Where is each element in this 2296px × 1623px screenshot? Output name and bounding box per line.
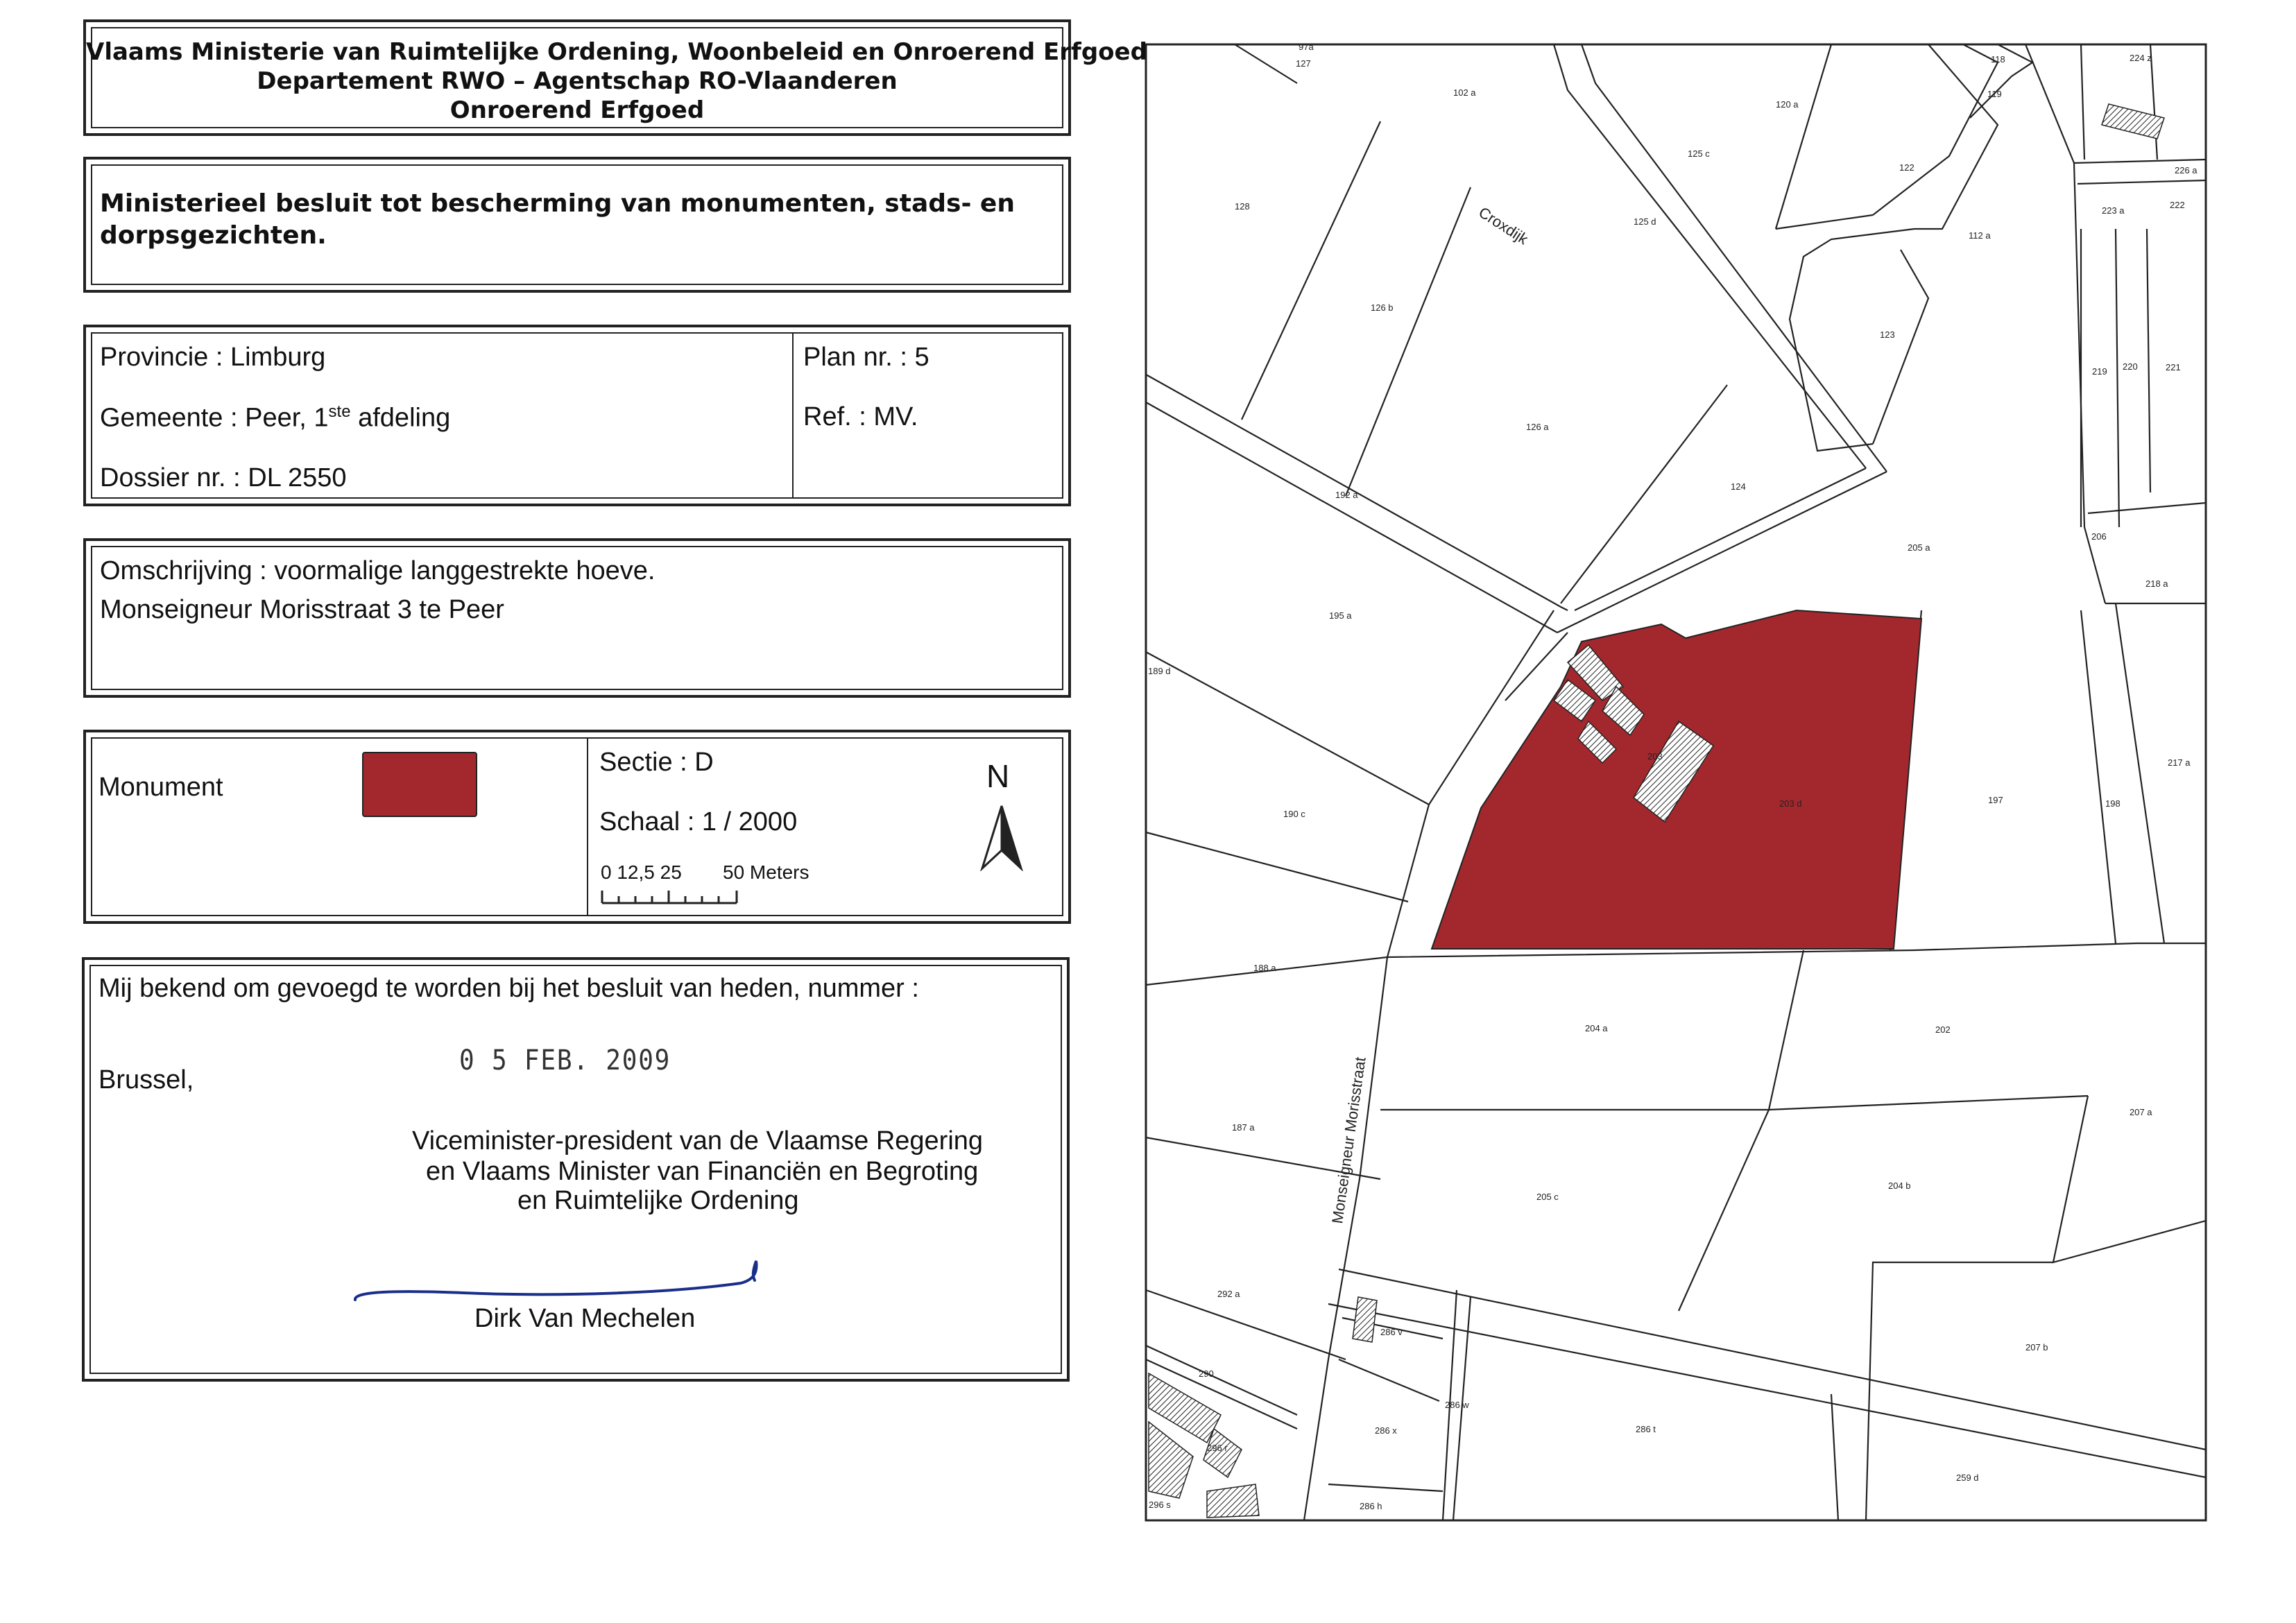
parcel-label: 126 b	[1371, 302, 1394, 313]
approval-place: Brussel,	[98, 1065, 194, 1094]
parcel-label: 290	[1199, 1368, 1214, 1379]
north-arrow-icon	[979, 805, 1024, 871]
parcel-label: 224 z	[2130, 53, 2152, 63]
info-divider	[792, 332, 794, 499]
parcel-label: 124	[1731, 481, 1746, 492]
parcel-label: 119	[1987, 89, 2002, 99]
legend-divider	[587, 737, 588, 916]
title-box	[83, 157, 1071, 293]
header-department: Departement RWO – Agentschap RO-Vlaanderen	[257, 67, 898, 95]
parcel-label: 205 a	[1908, 542, 1930, 553]
gemeente-afdeling: afdeling	[350, 403, 451, 433]
parcel-label: 204 a	[1585, 1023, 1608, 1033]
parcel-label: 128	[1235, 201, 1250, 212]
parcel-label: 112 a	[1969, 230, 1991, 241]
parcel-label: 296 r	[1207, 1443, 1228, 1453]
parcel-label: 122	[1899, 162, 1914, 173]
title-line-2: dorpsgezichten.	[100, 221, 327, 250]
street-croxdijk: Croxdijk	[1475, 203, 1532, 248]
parcel-label: 226 a	[2175, 165, 2198, 175]
description-line-1: Omschrijving : voormalige langgestrekte hoeve.	[100, 556, 656, 585]
monument-swatch	[362, 752, 477, 817]
header-box	[83, 19, 1147, 136]
parcel-label: 120 a	[1776, 99, 1799, 110]
parcel-label: 204 b	[1888, 1180, 1911, 1191]
scale-bar-unit: 50 Meters	[723, 861, 809, 883]
parcel-label: 218 a	[2145, 578, 2168, 589]
gemeente	[100, 402, 450, 433]
parcel-label: 220	[2123, 361, 2138, 372]
parcel-label: 202	[1935, 1024, 1951, 1035]
signatory-name: Dirk Van Mechelen	[474, 1304, 696, 1333]
parcel-label: 192 a	[1335, 490, 1358, 500]
parcel-label: 292 a	[1217, 1289, 1240, 1299]
parcel-label: 190 c	[1283, 809, 1305, 819]
parcel-label: 207 b	[2025, 1342, 2048, 1352]
sectie: Sectie : D	[599, 748, 714, 777]
parcel-label: 97a	[1299, 42, 1314, 52]
parcel-label: 206	[2091, 531, 2107, 542]
parcel-label: 102 a	[1453, 87, 1476, 98]
parcel-label: 286 v	[1380, 1327, 1403, 1337]
parcel-label: 198	[2105, 798, 2121, 809]
parcel-label: 221	[2166, 362, 2181, 372]
street-monseigneur-morisstraat: Monseigneur Morisstraat	[1328, 1056, 1369, 1225]
ref: Ref. : MV.	[803, 402, 918, 431]
plan-nr: Plan nr. : 5	[803, 343, 929, 372]
parcel-label: 207 a	[2130, 1107, 2152, 1117]
parcel-label: 219	[2092, 366, 2107, 377]
parcel-label: 286 x	[1375, 1425, 1397, 1436]
parcel-label: 217 a	[2168, 757, 2191, 768]
parcel-label: 188 a	[1253, 963, 1276, 973]
parcel-label: 222	[2170, 200, 2185, 210]
parcel-label: 195 a	[1329, 610, 1352, 621]
schaal: Schaal : 1 / 2000	[599, 807, 798, 836]
approval-intro: Mij bekend om gevoegd te worden bij het besluit van heden, nummer :	[98, 974, 919, 1003]
gemeente-text: Gemeente : Peer, 1	[100, 403, 329, 433]
gemeente-sup: ste	[328, 402, 351, 421]
parcel-label: 286 w	[1445, 1400, 1469, 1410]
approval-box	[82, 957, 1070, 1382]
header-agency: Onroerend Erfgoed	[449, 96, 705, 124]
parcel-label: 127	[1296, 58, 1311, 69]
parcel-label: 126 a	[1526, 422, 1549, 432]
dossier-nr: Dossier nr. : DL 2550	[100, 463, 347, 492]
parcel-label: 187 a	[1232, 1122, 1255, 1133]
parcel-label: 205 c	[1536, 1192, 1559, 1202]
scale-bar-ticks: 0 12,5 25	[601, 861, 682, 883]
info-box	[83, 325, 1071, 506]
monument-label: Monument	[98, 773, 223, 802]
north-label: N	[986, 758, 1010, 794]
provincie: Provincie : Limburg	[100, 343, 326, 372]
description-line-2: Monseigneur Morisstraat 3 te Peer	[100, 595, 504, 624]
parcel-label: 123	[1880, 329, 1895, 340]
parcel-label: 189 d	[1148, 666, 1171, 676]
parcel-label: 286 h	[1360, 1501, 1382, 1511]
parcel-label: 286 t	[1636, 1424, 1656, 1434]
parcel-label: 125 d	[1634, 216, 1656, 227]
parcel-label: 296 s	[1149, 1500, 1171, 1510]
parcel-label: 203	[1647, 751, 1663, 762]
legend-box	[83, 730, 1071, 924]
scale-bar	[601, 888, 739, 906]
date-stamp: 0 5 FEB. 2009	[459, 1045, 671, 1076]
parcel-label: 125 c	[1688, 148, 1710, 159]
parcel-label: 197	[1988, 795, 2003, 805]
parcel-label: 118	[1991, 54, 2005, 65]
role-line-2: en Vlaams Minister van Financiën en Begroting	[426, 1157, 979, 1186]
description-box	[83, 538, 1071, 698]
role-line-1: Viceminister-president van de Vlaamse Regering	[412, 1126, 984, 1156]
role-line-3: en Ruimtelijke Ordening	[517, 1186, 799, 1215]
parcel-label: 203 d	[1779, 798, 1802, 809]
parcel-label: 223 a	[2102, 205, 2125, 216]
title-line-1: Ministerieel besluit tot bescherming van monumenten, stads- en	[100, 189, 1015, 218]
parcel-label: 259 d	[1956, 1472, 1979, 1483]
header-ministry: Vlaams Ministerie van Ruimtelijke Ordening, Woonbeleid en Onroerend Erfgoed	[86, 38, 1147, 66]
